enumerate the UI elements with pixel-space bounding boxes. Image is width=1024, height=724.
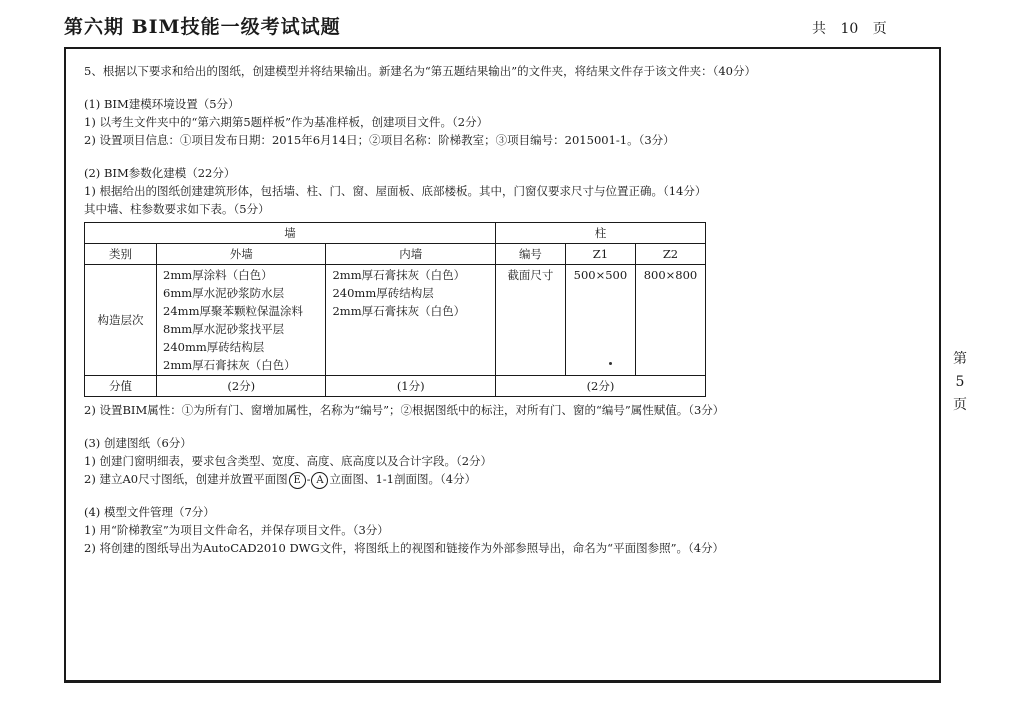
section-1-item-1: 1) 以考生文件夹中的“第六期第5题样板”作为基准样板，创建项目文件。（2分）	[84, 115, 489, 129]
side-page-suffix: 页	[953, 397, 967, 413]
section-3-item-2	[84, 470, 924, 488]
table-layers-label: 构造层次	[85, 265, 157, 376]
section-1-title: (1) BIM建模环境设置（5分）	[84, 97, 240, 111]
page-total-prefix: 共	[812, 21, 826, 37]
table-row	[85, 244, 706, 265]
interior-layer: 240mm厚砖结构层	[332, 286, 434, 300]
interior-layers-cell	[326, 265, 495, 376]
interior-layer: 2mm厚石膏抹灰（白色）	[332, 268, 466, 282]
question-intro: 5、根据以下要求和给出的图纸，创建模型并将结果输出。新建名为“第五题结果输出”的文件夹，将结果文件存于该文件夹：（40分）	[84, 64, 756, 78]
z1-size: 500×500	[565, 265, 635, 376]
table-row	[85, 223, 706, 244]
section-4-title: (4) 模型文件管理（7分）	[84, 505, 215, 519]
side-page-number	[951, 348, 969, 417]
axis-dash: -	[306, 472, 311, 486]
table-group-column: 柱	[495, 223, 705, 244]
section-size-label: 截面尺寸	[495, 265, 565, 376]
table-header-interior: 内墙	[326, 244, 495, 265]
z2-size: 800×800	[635, 265, 705, 376]
exterior-layers-cell	[157, 265, 326, 376]
page-total	[812, 18, 897, 38]
score-exterior: (2分)	[157, 376, 326, 397]
stray-dot	[609, 362, 612, 365]
page-total-suffix: 页	[872, 21, 887, 37]
side-page-value: 5	[955, 374, 965, 390]
parameter-table	[84, 222, 706, 397]
exterior-layer: 2mm厚石膏抹灰（白色）	[163, 358, 296, 372]
interior-layer: 2mm厚石膏抹灰（白色）	[332, 304, 466, 318]
score-column: (2分)	[495, 376, 705, 397]
table-header-exterior: 外墙	[157, 244, 326, 265]
table-group-wall: 墙	[85, 223, 496, 244]
exterior-layer: 6mm厚水泥砂浆防水层	[163, 286, 285, 300]
table-header-category: 类别	[85, 244, 157, 265]
page-total-number: 10	[840, 21, 859, 37]
table-header-z1: Z1	[565, 244, 635, 265]
section-3-item-2-tail: 立面图、1-1剖面图。（4分）	[329, 472, 477, 486]
section-2-item-3: 2) 设置BIM属性：①为所有门、窗增加属性，名称为“编号”；②根据图纸中的标注，对所有门、窗的“编号”属性赋值。（3分）	[84, 403, 725, 417]
section-3-item-2-text: 2) 建立A0尺寸图纸，创建并放置平面图	[84, 472, 288, 486]
section-1-item-2: 2) 设置项目信息：①项目发布日期：2015年6月14日；②项目名称：阶梯教室；③项目编号：2015001-1。（3分）	[84, 133, 675, 147]
exterior-layer: 2mm厚涂料（白色）	[163, 268, 273, 282]
table-header-code: 编号	[495, 244, 565, 265]
section-4-item-2: 2) 将创建的图纸导出为AutoCAD2010 DWG文件，将图纸上的视图和链接作为外部参照导出，命名为“平面图参照”。（4分）	[84, 541, 725, 555]
section-4-item-1: 1) 用“阶梯教室”为项目文件命名，并保存项目文件。（3分）	[84, 523, 389, 537]
exterior-layer: 240mm厚砖结构层	[163, 340, 265, 354]
bottom-rule	[64, 682, 941, 683]
question-content	[84, 62, 924, 557]
table-header-z2: Z2	[635, 244, 705, 265]
axis-a-circle: A	[311, 472, 328, 489]
table-row	[85, 376, 706, 397]
exterior-layer: 24mm厚聚苯颗粒保温涂料	[163, 304, 303, 318]
section-2-item-2: 其中墙、柱参数要求如下表。（5分）	[84, 202, 270, 216]
side-page-prefix: 第	[953, 351, 967, 367]
page-title: 第六期 BIM技能一级考试试题	[64, 16, 341, 38]
exterior-layer: 8mm厚水泥砂浆找平层	[163, 322, 285, 336]
table-row	[85, 265, 706, 376]
table-score-label: 分值	[85, 376, 157, 397]
score-interior: (1分)	[326, 376, 495, 397]
section-2-title: (2) BIM参数化建模（22分）	[84, 166, 236, 180]
section-3-title: (3) 创建图纸（6分）	[84, 436, 192, 450]
section-3-item-1: 1) 创建门窗明细表，要求包含类型、宽度、高度、底高度以及合计字段。（2分）	[84, 454, 493, 468]
section-2-item-1: 1) 根据给出的图纸创建建筑形体，包括墙、柱、门、窗、屋面板、底部楼板。其中，门窗仅要求尺寸与位置正确。（14分）	[84, 184, 707, 198]
axis-e-circle: E	[289, 472, 306, 489]
